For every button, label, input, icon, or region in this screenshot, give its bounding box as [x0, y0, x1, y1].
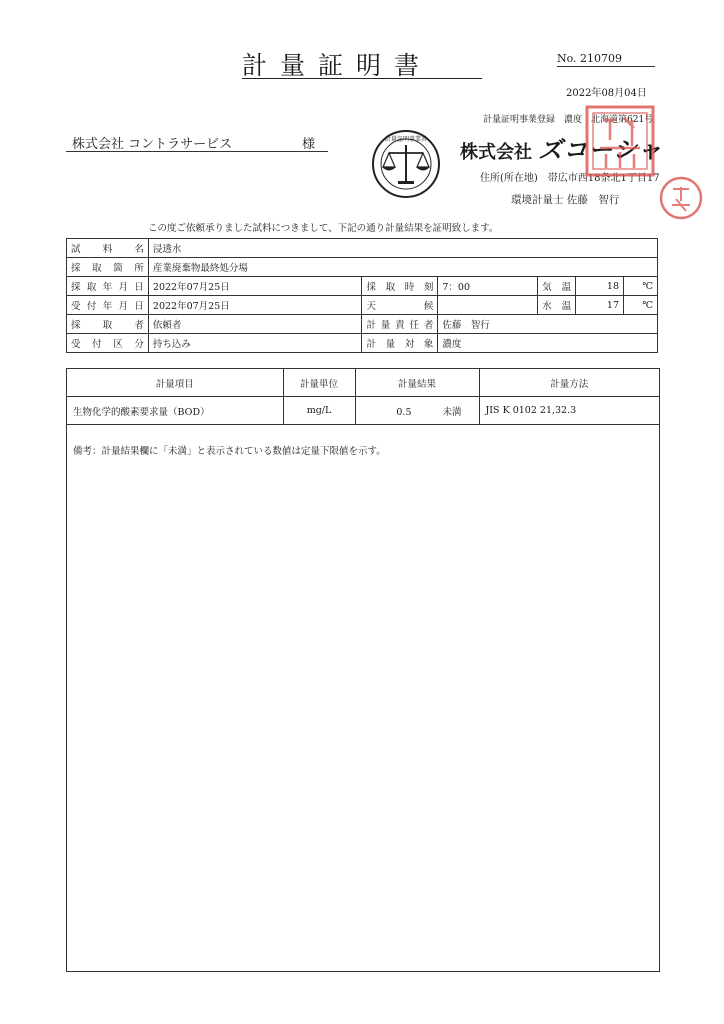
responsible-value: 佐藤 智行: [438, 315, 658, 334]
results-section: [66, 368, 660, 972]
collector-value: 依頼者: [148, 315, 362, 334]
client-underline: [66, 151, 328, 152]
sample-location-row: [67, 258, 658, 277]
water-temp-label: 水温: [538, 296, 576, 315]
collector-label: 採取者: [67, 315, 149, 334]
sample-name-value: 浸透水: [148, 239, 657, 258]
company-seal-stamp: [584, 104, 656, 178]
result-value-cell: [355, 397, 479, 425]
result-unit: mg/L: [283, 397, 355, 425]
sample-info-table: [66, 238, 658, 353]
client-honorific: 様: [302, 137, 316, 152]
water-temp-unit: ℃: [624, 296, 658, 315]
table-row: [67, 397, 659, 425]
certificate-number-underline: [557, 66, 655, 67]
sample-name-row: [67, 239, 658, 258]
result-value: 0.5: [396, 406, 412, 418]
receive-date-label: 受付年月日: [67, 296, 149, 315]
registration-number: 計量証明事業登録 濃度 北海道第621号: [483, 115, 654, 125]
header-method: 計量方法: [479, 369, 659, 397]
header-result: 計量結果: [355, 369, 479, 397]
sample-date-label: 採取年月日: [67, 277, 149, 296]
sample-time-value: 7：00: [438, 277, 538, 296]
responsible-label: 計量責任者: [362, 315, 438, 334]
sample-time-label: 採取時刻: [362, 277, 438, 296]
intro-statement: この度ご依頼承りました試料につきまして、下記の通り計量結果を証明致します。: [148, 223, 499, 234]
measurer-seal-stamp: [658, 175, 704, 221]
company-prefix: 株式会社: [460, 142, 532, 163]
sample-location-label: 採取箇所: [67, 258, 149, 277]
air-temp-label: 気温: [538, 277, 576, 296]
header-unit: 計量単位: [283, 369, 355, 397]
target-label: 計量対象: [362, 334, 438, 353]
air-temp-unit: ℃: [624, 277, 658, 296]
water-temp-value: 17: [576, 296, 624, 315]
air-temp-value: 18: [576, 277, 624, 296]
sample-location-value: 産業廃棄物最終処分場: [148, 258, 657, 277]
receipt-type-value: 持ち込み: [148, 334, 362, 353]
company-brand: ズコーシャ: [538, 136, 663, 164]
title-underline: [242, 78, 482, 79]
receipt-type-label: 受付区分: [67, 334, 149, 353]
target-value: 濃度: [438, 334, 658, 353]
receipt-type-row: [67, 334, 658, 353]
environmental-measurer: 環境計量士 佐藤 智行: [511, 194, 620, 206]
sample-name-label: 試料名: [67, 239, 149, 258]
results-header-row: [67, 369, 659, 397]
seal-label: 計量証明事業者: [384, 136, 428, 143]
company-address: 住所(所在地) 帯広市西18条北1丁目17: [480, 173, 660, 184]
receive-date-value: 2022年07月25日: [148, 296, 362, 315]
weather-value: [438, 296, 538, 315]
collector-row: [67, 315, 658, 334]
header-item: 計量項目: [67, 369, 283, 397]
sample-date-value: 2022年07月25日: [148, 277, 362, 296]
results-table: [67, 369, 659, 425]
remarks-note: 備考：計量結果欄に「未満」と表示されている数値は定量下限値を示す。: [73, 446, 386, 457]
weather-label: 天候: [362, 296, 438, 315]
certificate-number: No. 210709: [557, 52, 623, 65]
receive-date-row: [67, 296, 658, 315]
result-item: 生物化学的酸素要求量（BOD）: [67, 397, 283, 425]
sample-date-row: [67, 277, 658, 296]
result-method: JIS K 0102 21,32.3: [479, 397, 659, 425]
result-qualifier: 未満: [442, 406, 462, 418]
scales-seal-icon: [371, 129, 441, 199]
document-title: 計量証明書: [242, 51, 433, 80]
client-name: 株式会社 コントラサービス: [72, 137, 233, 152]
issue-date: 2022年08月04日: [566, 88, 647, 99]
